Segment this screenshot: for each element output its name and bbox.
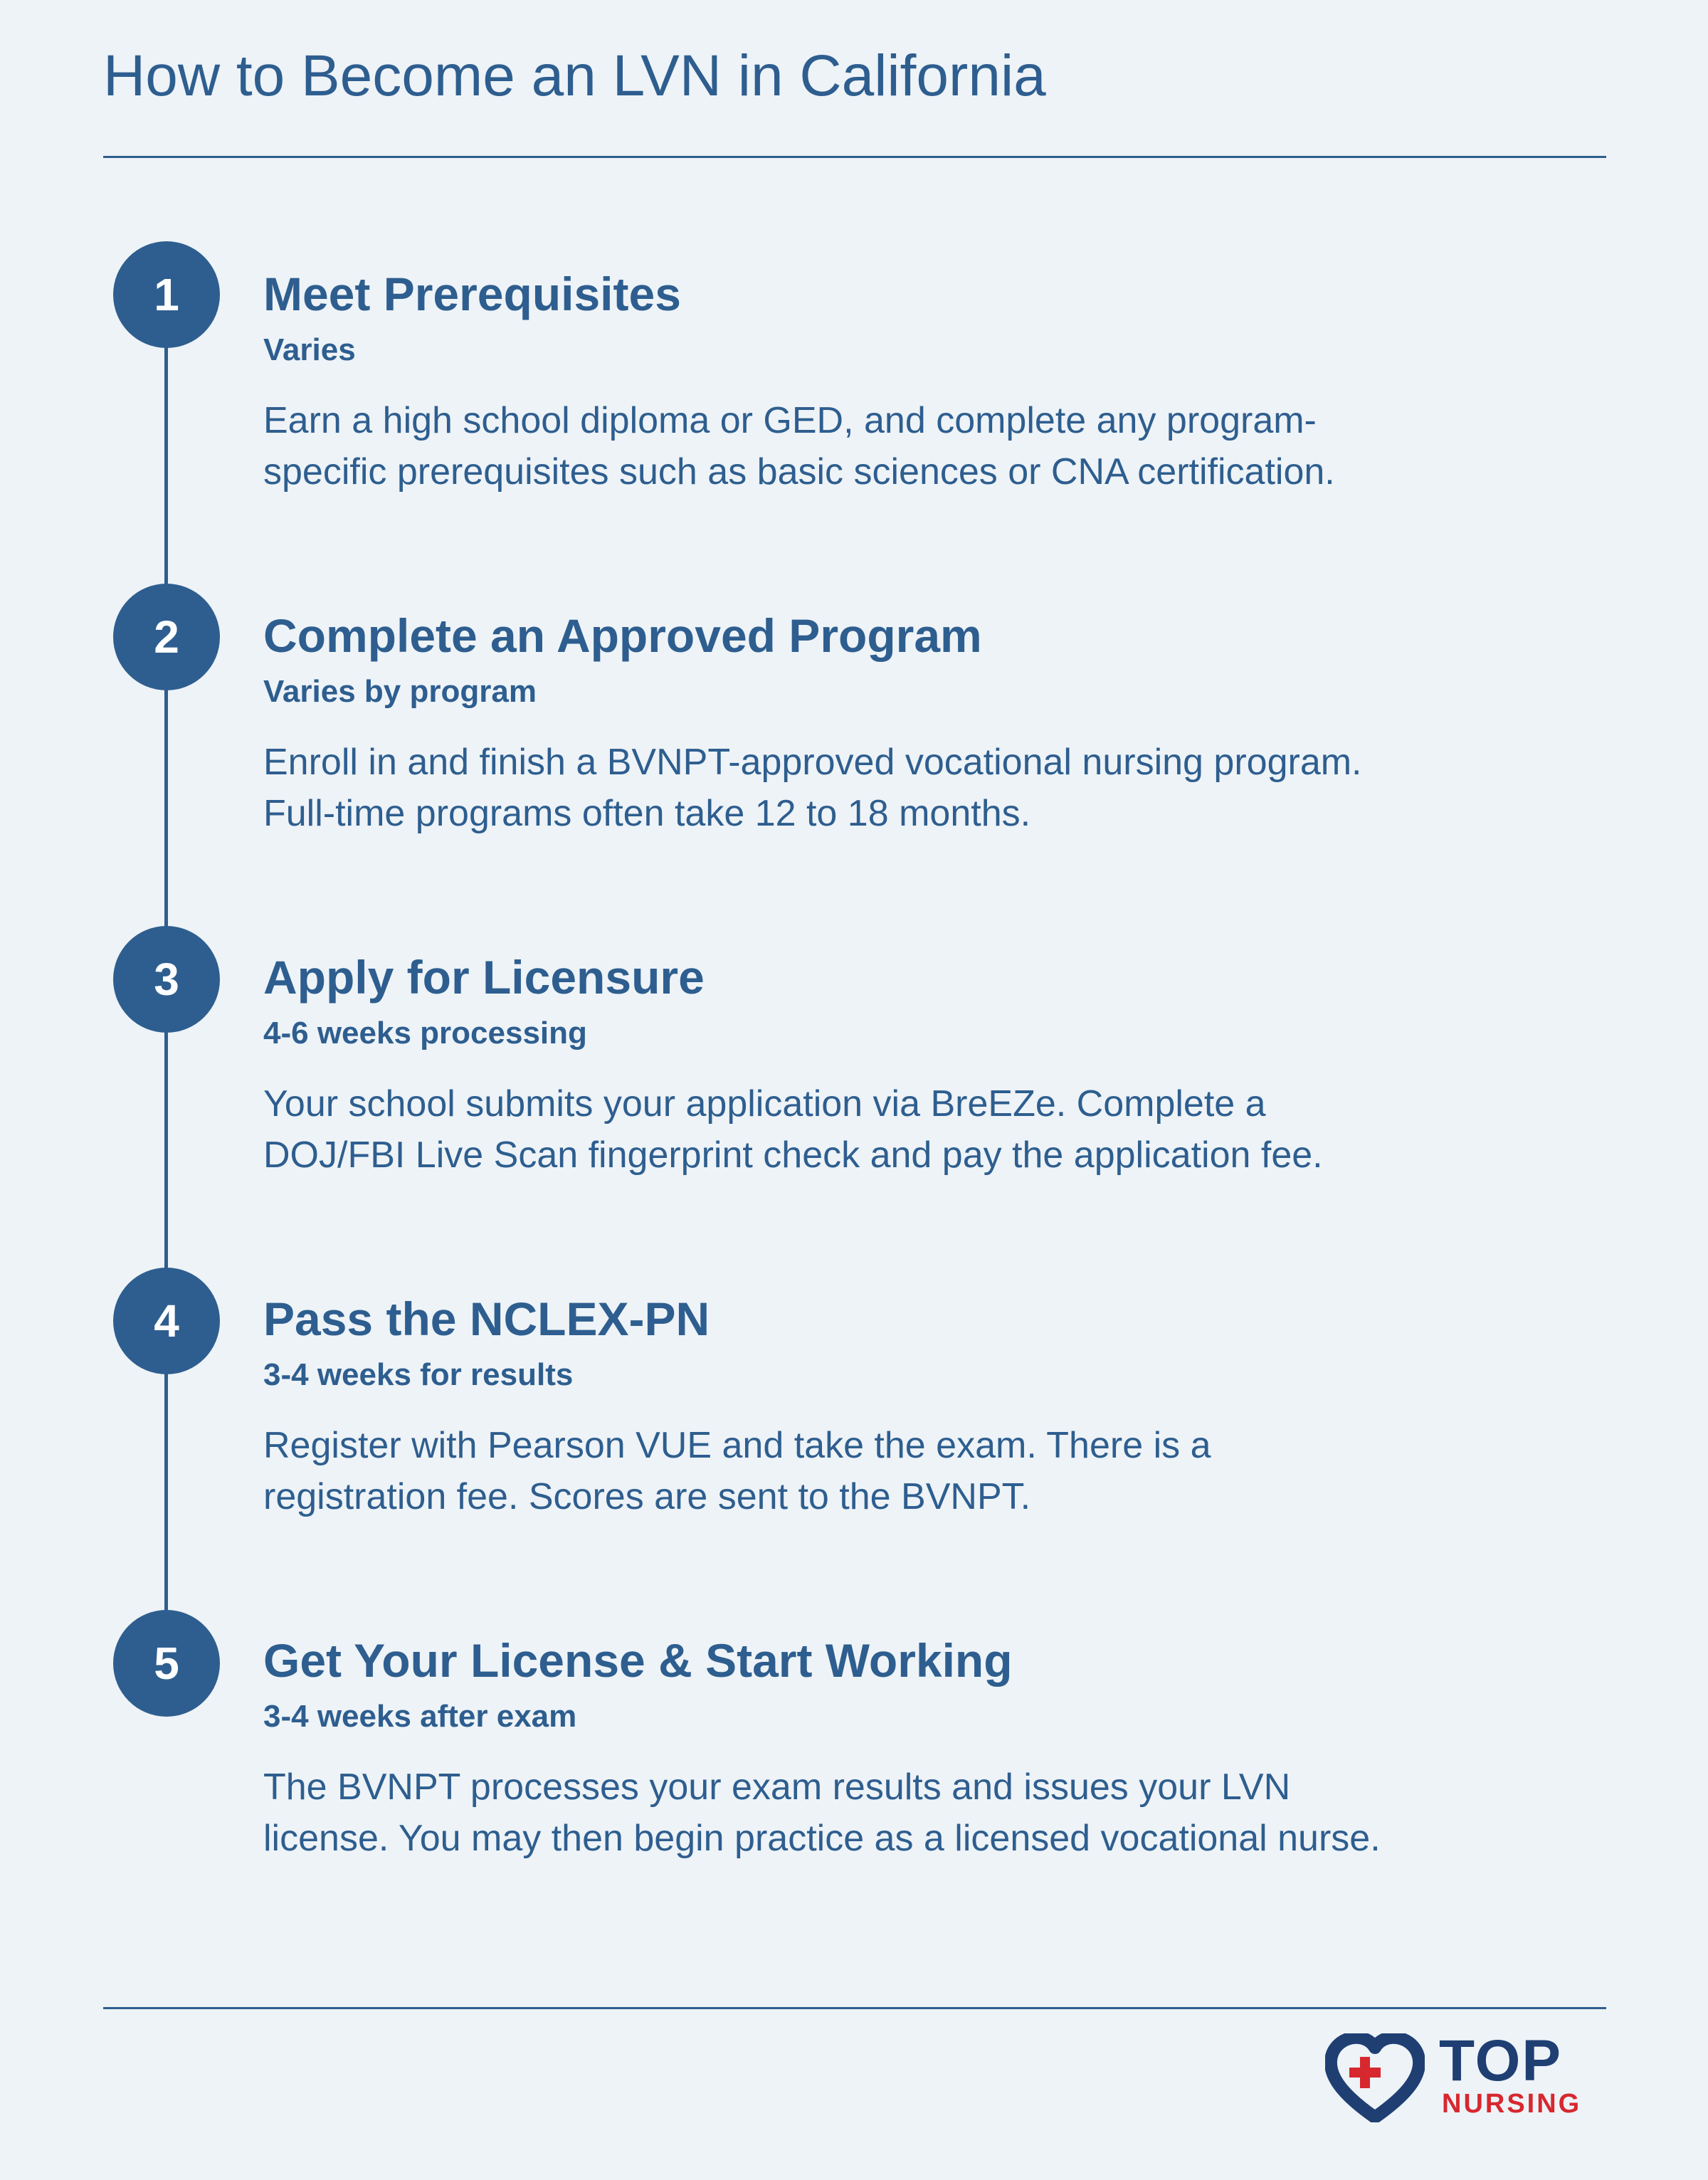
top-nursing-logo <box>1325 2028 1610 2119</box>
step-3-description: Your school submits your application via BreEZe. Complete a DOJ/FBI Live Scan fingerprint check and pay the application fee. <box>263 1083 1323 1176</box>
step-3-title: Apply for Licensure <box>263 951 705 1004</box>
step-4 <box>263 1292 1402 1522</box>
logo-top-text: TOP <box>1439 2028 1563 2093</box>
step-2-duration: Varies by program <box>263 673 537 709</box>
step-2 <box>263 609 1402 839</box>
step-1-number-circle: 1 <box>113 241 220 348</box>
step-3-number-circle: 3 <box>113 926 220 1033</box>
footer-divider <box>103 2007 1606 2009</box>
step-1-duration: Varies <box>263 332 356 367</box>
header-divider <box>103 156 1606 158</box>
step-1 <box>263 268 1402 497</box>
step-5-number-circle: 5 <box>113 1610 220 1717</box>
logo-nursing-text: NURSING <box>1442 2089 1582 2119</box>
step-5 <box>263 1634 1402 1864</box>
step-2-title: Complete an Approved Program <box>263 609 982 662</box>
step-5-description: The BVNPT processes your exam results and issues your LVN license. You may then begin practice as a licensed vocational nurse. <box>263 1766 1381 1859</box>
step-1-title: Meet Prerequisites <box>263 268 681 320</box>
heart-cross-icon <box>1325 2033 1425 2122</box>
step-2-description: Enroll in and finish a BVNPT-approved vocational nursing program. Full-time programs often take 12 to 18 months. <box>263 741 1362 834</box>
step-4-duration: 3-4 weeks for results <box>263 1357 574 1392</box>
step-5-title: Get Your License & Start Working <box>263 1634 1013 1687</box>
step-3 <box>263 951 1402 1181</box>
step-2-number-circle: 2 <box>113 584 220 690</box>
step-4-number-circle: 4 <box>113 1268 220 1374</box>
step-4-title: Pass the NCLEX-PN <box>263 1292 710 1345</box>
page-title: How to Become an LVN in California <box>103 43 1046 108</box>
step-1-description: Earn a high school diploma or GED, and complete any program-specific prerequisites such as basic sciences or CNA certification. <box>263 399 1335 493</box>
step-4-description: Register with Pearson VUE and take the exam. There is a registration fee. Scores are sent to the BVNPT. <box>263 1424 1211 1517</box>
step-5-duration: 3-4 weeks after exam <box>263 1698 577 1734</box>
step-3-duration: 4-6 weeks processing <box>263 1015 587 1050</box>
